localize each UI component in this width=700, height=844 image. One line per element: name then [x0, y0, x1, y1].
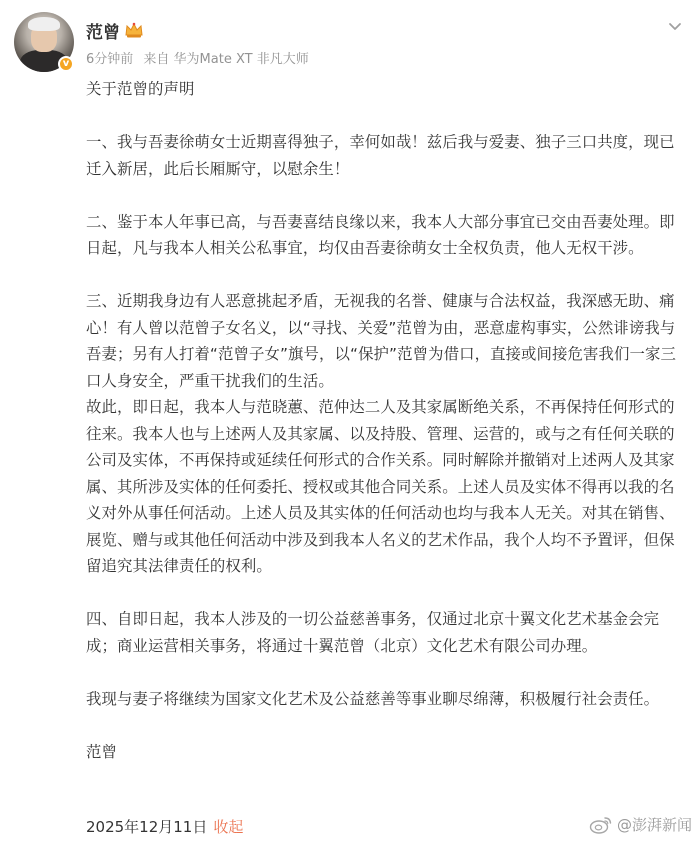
- chevron-down-icon[interactable]: [666, 18, 684, 36]
- weibo-logo-icon: [589, 815, 613, 835]
- post-body: [86, 76, 686, 765]
- signature: 范曾: [86, 742, 117, 761]
- watermark: [589, 814, 692, 835]
- post-date: 2025年12月11日: [86, 818, 208, 836]
- collapse-button[interactable]: 收起: [213, 818, 244, 836]
- user-name-row: [86, 18, 144, 42]
- post-time: 6分钟前: [86, 52, 134, 67]
- paragraph-4: 故此，即日起，我本人与范晓蕙、范仲达二人及其家属断绝关系，不再保持任何形式的往来。我本人也与上述两人及其家属、以及持股、管理、运营的，或与之有任何关联的公司及实体，不再保持或延续任何形式的合作关系。同时解除并撤销对上述两人及其家属、其所涉及实体的任何委托、授权或其他合同关系。上述人员及实体不得再以我的名义对外从事任何活动。上述人员及其实体的任何活动也均与我本人无关。对其在销售、展览、赠与或其他任何活动中涉及到我本人名义的艺术作品，我个人均不予置评，但保留追究其法律责任的权利。: [86, 398, 675, 575]
- user-name[interactable]: 范曾: [86, 22, 120, 43]
- paragraph-1: 一、我与吾妻徐萌女士近期喜得独子，幸何如哉！兹后我与爱妻、独子三口共度，现已迁入新居，此后长厢厮守，以慰余生！: [86, 133, 675, 178]
- post-header: [14, 12, 686, 74]
- paragraph-5: 四、自即日起，我本人涉及的一切公益慈善事务，仅通过北京十翼文化艺术基金会完成；商业运营相关事务，将通过十翼范曾（北京）文化艺术有限公司办理。: [86, 610, 660, 655]
- avatar[interactable]: [14, 12, 74, 72]
- post-source: 来自 华为Mate XT 非凡大师: [143, 52, 309, 67]
- post-meta: [86, 48, 309, 67]
- paragraph-3: 三、近期我身边有人恶意挑起矛盾，无视我的名誉、健康与合法权益，我深感无助、痛心！有人曾以范曾子女名义，以“寻找、关爱”范曾为由，恶意虚构事实，公然诽谤我与吾妻；另有人打着“范曾子女”旗号，以“保护”范曾为借口，直接或间接危害我们一家三口人身安全，严重干扰我们的生活。: [86, 292, 676, 390]
- post-title: 关于范曾的声明: [86, 80, 195, 98]
- watermark-text: @澎湃新闻: [616, 816, 692, 834]
- post-footer: [86, 816, 243, 837]
- verified-badge-icon: v: [58, 56, 74, 72]
- paragraph-6: 我现与妻子将继续为国家文化艺术及公益慈善等事业聊尽绵薄，积极履行社会责任。: [86, 689, 660, 708]
- crown-icon[interactable]: [124, 21, 144, 39]
- paragraph-2: 二、鉴于本人年事已高，与吾妻喜结良缘以来，我本人大部分事宜已交由吾妻处理。即日起，凡与我本人相关公私事宜，均仅由吾妻徐萌女士全权负责，他人无权干涉。: [86, 212, 675, 257]
